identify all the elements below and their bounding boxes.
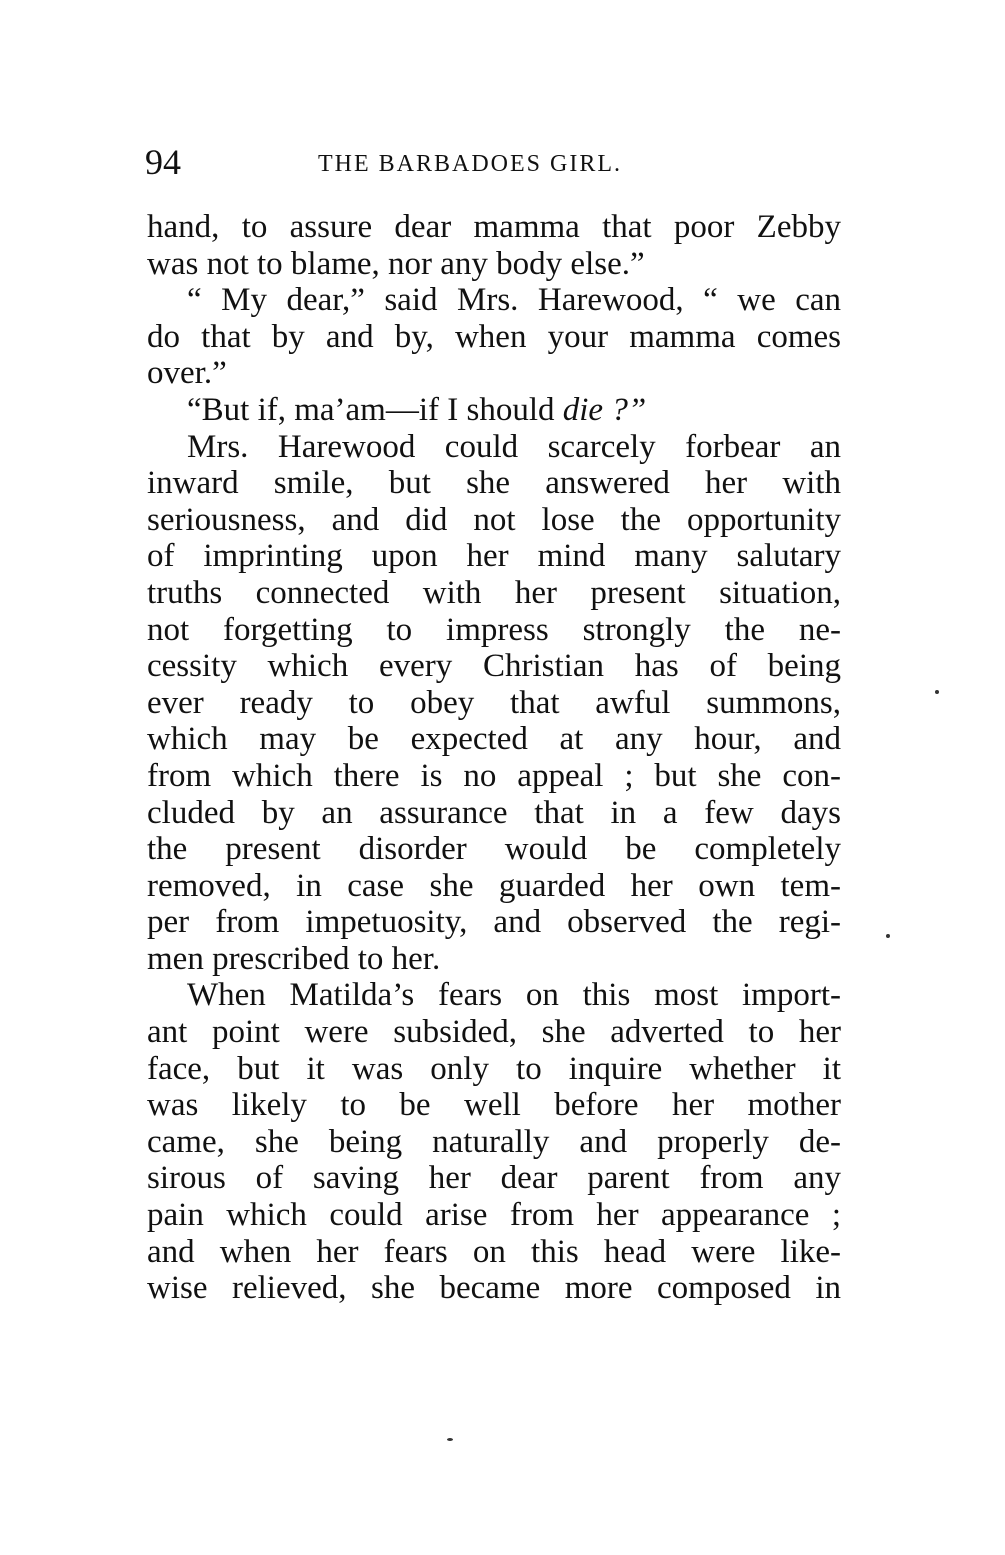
text-line: and when her fears on this head were like- bbox=[147, 1233, 841, 1270]
text-line: do that by and by, when your mamma comes bbox=[147, 318, 841, 355]
text-line: cluded by an assurance that in a few days bbox=[147, 794, 841, 831]
text-line: was not to blame, nor any body else.” bbox=[147, 245, 645, 282]
text-line: inward smile, but she answered her with bbox=[147, 465, 841, 502]
text-line: not forgetting to impress strongly the ne- bbox=[147, 611, 841, 648]
text-line: cessity which every Christian has of being bbox=[147, 648, 841, 685]
body-text bbox=[147, 209, 841, 1307]
text-line: sirous of saving her dear parent from any bbox=[147, 1160, 841, 1197]
page-number: 94 bbox=[145, 142, 181, 182]
text-line: pain which could arise from her appearance ; bbox=[147, 1197, 841, 1234]
text-line: hand, to assure dear mamma that poor Zebby bbox=[147, 209, 841, 245]
text-line: which may be expected at any hour, and bbox=[147, 721, 841, 758]
text-line: was likely to be well before her mother bbox=[147, 1087, 841, 1124]
text-line: “ My dear,” said Mrs. Harewood, “ we can bbox=[187, 282, 841, 319]
text-line: seriousness, and did not lose the opportunity bbox=[147, 501, 841, 538]
text-line: Mrs. Harewood could scarcely forbear an bbox=[187, 428, 841, 465]
text-line: the present disorder would be completely bbox=[147, 831, 841, 868]
text-line: per from impetuosity, and observed the regi- bbox=[147, 904, 841, 941]
print-speck bbox=[447, 1438, 453, 1441]
text-line: face, but it was only to inquire whether it bbox=[147, 1050, 841, 1087]
text-line: ever ready to obey that awful summons, bbox=[147, 684, 841, 721]
print-speck bbox=[886, 934, 890, 938]
text-line: truths connected with her present situation, bbox=[147, 574, 841, 611]
text-line: removed, in case she guarded her own tem- bbox=[147, 867, 841, 904]
print-speck bbox=[935, 690, 939, 694]
text-line: over.” bbox=[147, 355, 227, 392]
text-line: When Matilda’s fears on this most import- bbox=[187, 977, 841, 1014]
text-line: from which there is no appeal ; but she con- bbox=[147, 757, 841, 794]
text-line bbox=[147, 392, 841, 429]
text-line: of imprinting upon her mind many salutary bbox=[147, 538, 841, 575]
text-line: men prescribed to her. bbox=[147, 940, 441, 977]
text-line-part: “But if, ma’am—if I should bbox=[187, 391, 563, 428]
italic-word: die ?” bbox=[562, 391, 647, 428]
text-line: ant point were subsided, she adverted to her bbox=[147, 1014, 841, 1051]
text-line: came, she being naturally and properly de- bbox=[147, 1123, 841, 1160]
text-line: wise relieved, she became more composed in bbox=[147, 1270, 841, 1307]
running-title: THE BARBADOES GIRL. bbox=[318, 151, 623, 177]
page-header bbox=[145, 138, 845, 186]
